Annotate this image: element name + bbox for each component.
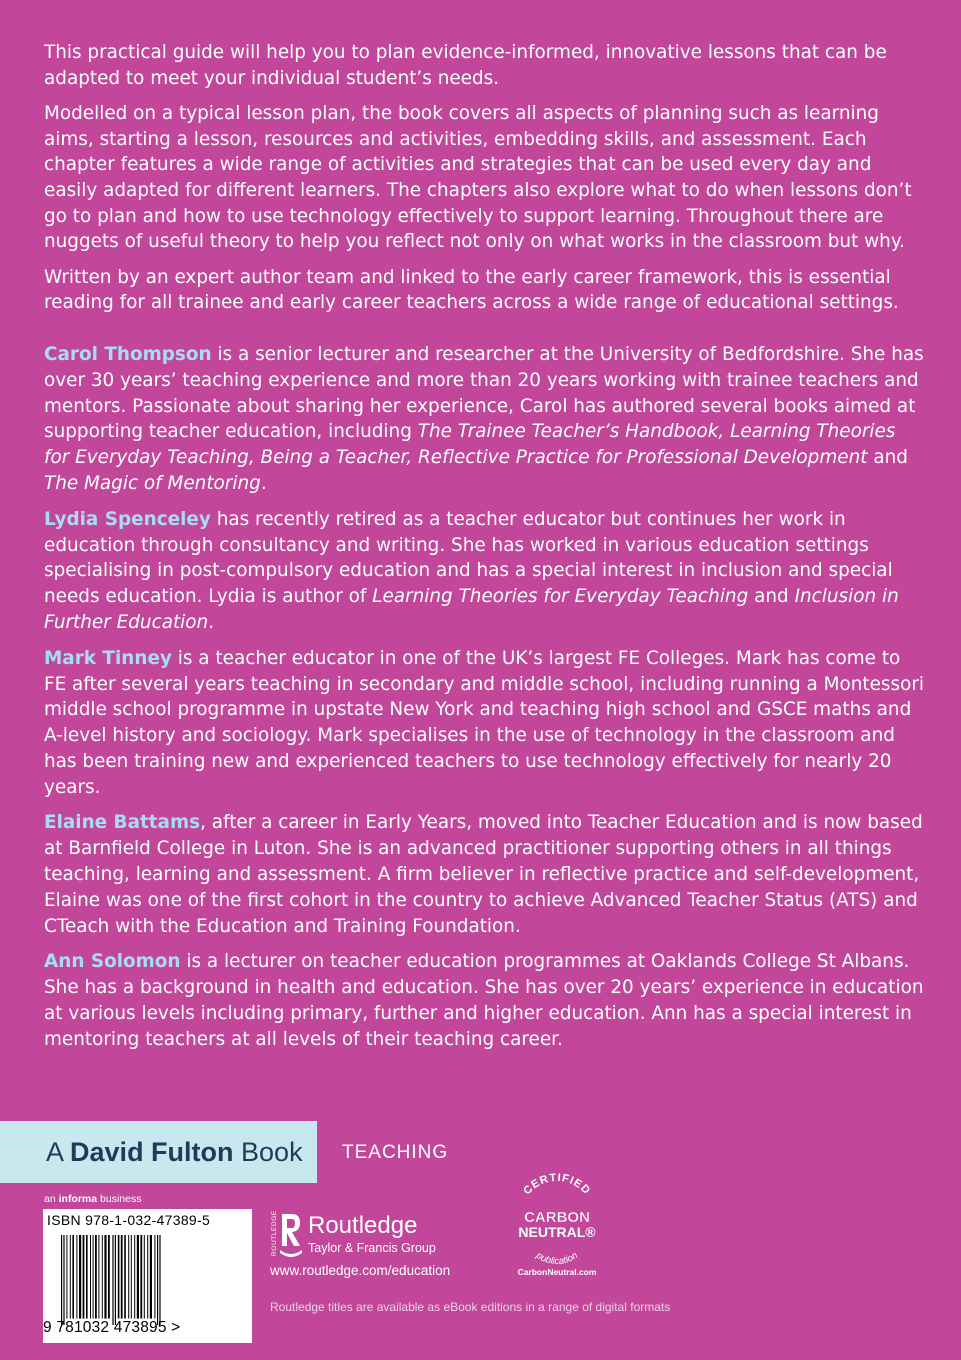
isbn-label: ISBN 978-1-032-47389-5 bbox=[47, 1212, 211, 1228]
barcode-bar bbox=[140, 1235, 142, 1319]
barcode-bar bbox=[95, 1235, 97, 1319]
blurb-paragraph-2: Modelled on a typical lesson plan, the book covers all aspects of planning such as learning aims, starting a lesson, resources and activities, embedding skills, and assessment. Each chapter features a wide range of activities and strategies that can be used every day and easily adapted for different learners. The chapters also explore what to do when lessons don’t go to plan and how to use technology effectively to support learning. Throughout there are nuggets of useful theory to help you reflect not only on what works in the classroom but why. bbox=[44, 103, 912, 253]
bio-text: is a teacher educator in one of the UK’s largest FE Colleges. Mark has come to FE after several years teaching in secondary and middle school, including running a Montessori middle school programme in upstate New York and teaching high school and GSCE maths and A-level history and sociology. Mark specialises in the use of technology in the classroom and has been training new and experienced teachers to use technology effectively for nearly 20 years. bbox=[44, 647, 924, 798]
barcode-bar bbox=[112, 1235, 113, 1325]
barcode-bar bbox=[150, 1235, 152, 1319]
barcode-bar bbox=[108, 1235, 110, 1319]
book-title: Inclusion in Further Education bbox=[44, 586, 899, 633]
barcode-bars bbox=[59, 1235, 249, 1325]
imprint-prefix: A bbox=[46, 1137, 71, 1167]
svg-text:publication bbox=[533, 1250, 580, 1268]
author-bio-elaine bbox=[44, 810, 924, 939]
barcode-bar bbox=[131, 1235, 132, 1319]
publisher-group: Taylor & Francis Group bbox=[308, 1241, 436, 1255]
barcode-bar bbox=[102, 1235, 103, 1319]
informa-suffix: business bbox=[97, 1193, 142, 1205]
barcode-bar bbox=[124, 1235, 126, 1319]
carbon-publication-text: publication bbox=[534, 1250, 580, 1268]
barcode-bar bbox=[61, 1235, 62, 1325]
barcode-bar bbox=[66, 1235, 67, 1319]
barcode-bar bbox=[128, 1235, 129, 1319]
bio-text: is a senior lecturer and researcher at the University of Bedfordshire. She has over 30 years’ teaching experience and more than 20 years working with trainee teachers and mentors. Passionate about sharing her experience, Carol has authored several books aimed at supporting teacher education, including bbox=[44, 343, 924, 443]
publisher-url[interactable]: www.routledge.com/education bbox=[270, 1263, 451, 1278]
carbon-site-text: CarbonNeutral.com bbox=[517, 1267, 597, 1277]
barcode-bar bbox=[83, 1235, 85, 1319]
blurb-paragraph-3: Written by an expert author team and linked to the early career framework, this is essential reading for all trainee and early career teachers across a wide range of educational settings. bbox=[44, 266, 899, 314]
barcode-bar bbox=[98, 1235, 99, 1319]
informa-name: informa bbox=[58, 1193, 98, 1205]
barcode-bar bbox=[70, 1235, 71, 1319]
barcode-bar bbox=[63, 1235, 64, 1325]
barcode-bar bbox=[118, 1235, 120, 1319]
barcode-bar bbox=[134, 1235, 135, 1319]
author-bio-carol bbox=[44, 342, 924, 497]
author-bio-lydia bbox=[44, 507, 924, 636]
bio-text: is a lecturer on teacher education programmes at Oaklands College St Albans. She has a background in health and education. She has over 20 years’ experience in education at various levels including primary, further and higher education. Ann has a special interest in mentoring teachers at all levels of their teaching career. bbox=[44, 951, 924, 1050]
book-title: The Magic of Mentoring bbox=[44, 472, 261, 494]
back-cover-text bbox=[44, 40, 924, 1063]
imprint-suffix: Book bbox=[233, 1137, 303, 1167]
barcode-bar bbox=[72, 1235, 74, 1319]
informa-prefix: an bbox=[44, 1193, 59, 1205]
svg-text:CERTIFIED bbox=[521, 1172, 593, 1197]
svg-text:ROUTLEDGE: ROUTLEDGE bbox=[271, 1210, 278, 1256]
author-bio-mark bbox=[44, 646, 924, 801]
barcode-bar bbox=[144, 1235, 145, 1319]
routledge-vertical-wordmark bbox=[268, 1208, 278, 1258]
book-title: Learning Theories for Everyday Teaching bbox=[372, 586, 749, 608]
barcode-bar bbox=[137, 1235, 139, 1319]
isbn-barcode bbox=[43, 1209, 252, 1343]
imprint-band bbox=[0, 1121, 317, 1183]
barcode-bar bbox=[154, 1235, 155, 1319]
barcode-bar bbox=[104, 1235, 106, 1319]
routledge-logo-icon bbox=[278, 1212, 304, 1258]
informa-business-note bbox=[44, 1193, 141, 1205]
barcode-bar bbox=[157, 1235, 158, 1325]
bio-text: . bbox=[208, 611, 215, 633]
bio-text: , after a career in Early Years, moved into Teacher Education and is now based at Barnfield College in Luton. She is an advanced practitioner supporting others in all things teaching, learning and assessment. A firm believer in reflective practice and self-development, Elaine was one of the first cohort in the country to achieve Advanced Teacher Status (ATS) and CTeach with the Education and Training Foundation. bbox=[44, 812, 923, 937]
book-titles: The Trainee Teacher’s Handbook, Learning Theories for Everyday Teaching, Being a Teacher, Reflective Practice for Professional Development bbox=[44, 421, 896, 469]
carbon-line-2: NEUTRAL® bbox=[518, 1224, 596, 1240]
carbon-line-1: CARBON bbox=[524, 1209, 590, 1226]
publisher-name: Routledge bbox=[308, 1212, 418, 1239]
author-name: Elaine Battams bbox=[44, 812, 201, 834]
barcode-bar bbox=[115, 1235, 116, 1325]
bio-text: . bbox=[260, 472, 267, 494]
barcode-bar bbox=[76, 1235, 77, 1319]
author-name: Carol Thompson bbox=[44, 343, 212, 365]
bio-text: and bbox=[748, 586, 795, 608]
barcode-bar bbox=[93, 1235, 94, 1319]
bio-text: and bbox=[867, 447, 908, 469]
barcode-bar bbox=[86, 1235, 88, 1319]
barcode-bar bbox=[79, 1235, 81, 1319]
barcode-bar bbox=[159, 1235, 160, 1325]
author-name: Mark Tinney bbox=[44, 647, 172, 669]
blurb-paragraph-1: This practical guide will help you to plan evidence-informed, innovative lessons that can be adapted to meet your individual student’s needs. bbox=[44, 42, 887, 89]
ebook-note: Routledge titles are available as eBook editions in a range of digital formats bbox=[270, 1300, 671, 1314]
carbon-neutral-badge bbox=[502, 1170, 612, 1280]
bio-text: has recently retired as a teacher educator but continues her work in education through consultancy and writing. She has worked in various education settings specialising in post-compulsory education and has a special interest in inclusion and special needs education. Lydia is author of bbox=[44, 508, 893, 608]
barcode-digits: 9 781032 473895 > bbox=[43, 1319, 181, 1336]
barcode-bar bbox=[147, 1235, 148, 1319]
barcode-bar bbox=[121, 1235, 123, 1319]
subject-category: TEACHING bbox=[342, 1142, 449, 1163]
author-name: Lydia Spenceley bbox=[44, 508, 211, 530]
author-name: Ann Solomon bbox=[44, 951, 181, 973]
barcode-bar bbox=[90, 1235, 91, 1319]
author-bio-ann bbox=[44, 949, 924, 1052]
imprint-name: David Fulton bbox=[70, 1137, 234, 1167]
carbon-certified-text: CERTIFIED bbox=[521, 1171, 593, 1198]
